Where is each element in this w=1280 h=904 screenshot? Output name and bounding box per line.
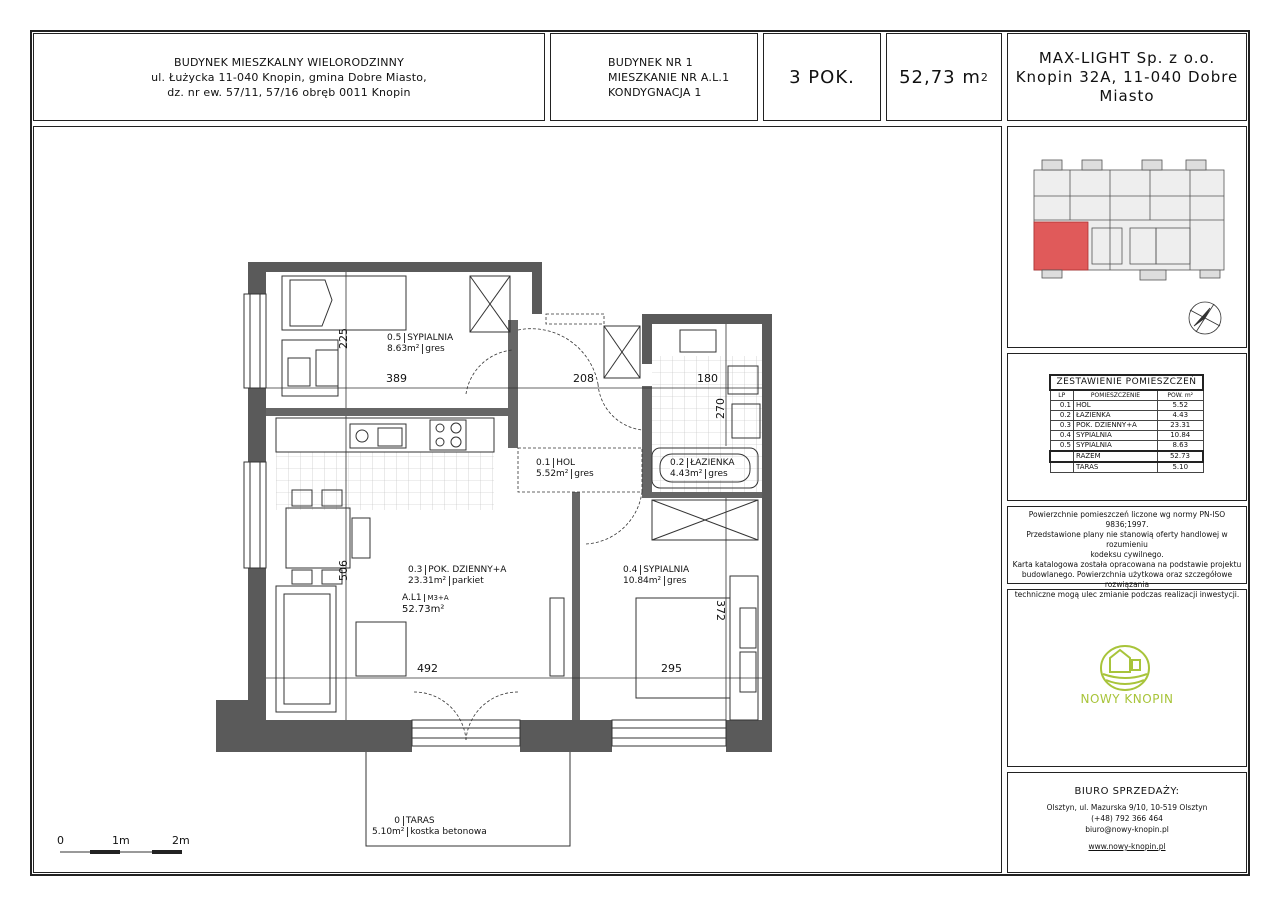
sales-phone[interactable]: (+48) 792 366 464 <box>1091 814 1163 823</box>
key-plan-thumbnail <box>1034 160 1224 280</box>
summary-cell-lp: 0.2 <box>1050 411 1074 421</box>
summary-cell-lp: 0.3 <box>1050 421 1074 431</box>
room-name: SYPIALNIA <box>404 333 453 343</box>
dimension-506: 506 <box>337 560 350 581</box>
dimension-270: 270 <box>714 398 727 419</box>
room-finish: parkiet <box>449 576 484 586</box>
apartment-tag-area: 52.73m² <box>402 604 445 615</box>
note-line: Powierzchnie pomieszczeń liczone wg normy PN-ISO 9836;1997. <box>1028 510 1226 529</box>
room-label-living <box>408 565 506 587</box>
room-label-terrace <box>372 816 487 838</box>
building-line-3: dz. nr ew. 57/11, 57/16 obręb 0011 Knopin <box>167 85 411 99</box>
summary-cell-area: 8.63 <box>1158 441 1204 452</box>
sales-office <box>1010 786 1244 852</box>
note-line: kodeksu cywilnego. <box>1090 550 1164 559</box>
dimension-372: 372 <box>714 600 727 621</box>
room-name: ŁAZIENKA <box>687 458 734 468</box>
rooms-count: 3 POK. <box>789 66 855 88</box>
logo-text: NOWY KNOPIN <box>1080 692 1174 706</box>
dimension-492: 492 <box>417 662 438 675</box>
room-finish: gres <box>664 576 686 586</box>
apartment-tag-code: A.L1 <box>402 593 422 603</box>
room-name: TARAS <box>403 816 435 826</box>
room-label-bathroom <box>670 458 735 480</box>
north-arrow <box>1189 302 1221 334</box>
company-address-1: Knopin 32A, 11-040 Dobre <box>1015 67 1239 86</box>
summary-cell-area: 23.31 <box>1158 421 1204 431</box>
summary-header-area: POW. m² <box>1158 390 1204 401</box>
note-line: budowlanego. Powierzchnia użytkowa oraz szczegółowe rozwiązania <box>1021 570 1233 589</box>
summary-cell-area: 10.84 <box>1158 431 1204 441</box>
summary-extra-lp <box>1050 462 1074 473</box>
table-row <box>1050 431 1203 441</box>
sales-email[interactable]: biuro@nowy-knopin.pl <box>1085 825 1169 834</box>
summary-extra-area: 5.10 <box>1158 462 1204 473</box>
summary-cell-room: SYPIALNIA <box>1074 441 1158 452</box>
scale-bar <box>60 850 182 854</box>
summary-total-lp <box>1050 451 1074 462</box>
summary-cell-room: SYPIALNIA <box>1074 431 1158 441</box>
dimension-208: 208 <box>573 372 594 385</box>
summary-total-row <box>1050 451 1203 462</box>
area-unit-sup: 2 <box>980 70 989 84</box>
room-area: 5.10m² <box>372 827 405 837</box>
sales-address: Olsztyn, ul. Mazurska 9/10, 10-519 Olsztyn <box>1046 803 1208 812</box>
room-name: HOL <box>553 458 575 468</box>
summary-extra-label: TARAS <box>1074 462 1158 473</box>
room-code: 0.1 <box>536 458 551 468</box>
scale-label-2m: 2m <box>172 834 190 847</box>
apartment-tag-type: M3+A <box>424 594 448 602</box>
summary-cell-lp: 0.5 <box>1050 441 1074 452</box>
summary-header-room: POMIESZCZENIE <box>1074 390 1158 401</box>
building-line-2: ul. Łużycka 11-040 Knopin, gmina Dobre Miasto, <box>151 70 427 84</box>
disclaimer-notes <box>1010 510 1244 600</box>
apartment-tag <box>402 592 449 616</box>
summary-cell-area: 4.43 <box>1158 411 1204 421</box>
room-code: 0.4 <box>623 565 638 575</box>
room-code: 0.3 <box>408 565 423 575</box>
floor-level: KONDYGNACJA 1 <box>608 85 702 99</box>
summary-cell-room: POK. DZIENNY+A <box>1074 421 1158 431</box>
room-code: 0.2 <box>670 458 685 468</box>
summary-cell-room: HOL <box>1074 401 1158 411</box>
summary-extra-row <box>1050 462 1203 473</box>
summary-cell-lp: 0.4 <box>1050 431 1074 441</box>
note-line: techniczne mogą ulec zmianie podczas realizacji inwestycji. <box>1014 590 1240 599</box>
summary-total-area: 52.73 <box>1158 451 1204 462</box>
dimension-295: 295 <box>661 662 682 675</box>
note-line: Przedstawione plany nie stanowią oferty handlowej w rozumieniu <box>1026 530 1228 549</box>
company-name: MAX-LIGHT Sp. z o.o. <box>1038 48 1216 67</box>
room-area: 5.52m² <box>536 469 569 479</box>
sales-title: BIURO SPRZEDAŻY: <box>1074 786 1180 797</box>
kitchen-tile-area <box>276 452 494 510</box>
rooms-summary-table <box>1049 374 1204 473</box>
table-row <box>1050 401 1203 411</box>
room-finish: kostka betonowa <box>407 827 486 837</box>
room-finish: gres <box>422 344 444 354</box>
summary-header-lp: LP <box>1050 390 1074 401</box>
room-code: 0.5 <box>387 333 402 343</box>
room-finish: gres <box>705 469 727 479</box>
summary-cell-lp: 0.1 <box>1050 401 1074 411</box>
room-finish: gres <box>571 469 593 479</box>
apartment-number: MIESZKANIE NR A.L.1 <box>608 70 730 84</box>
room-area: 10.84m² <box>623 576 662 586</box>
room-name: SYPIALNIA <box>640 565 689 575</box>
scale-label-0: 0 <box>57 834 64 847</box>
room-label-bedroom-large <box>623 565 689 587</box>
bedroom-large-furniture <box>636 500 758 720</box>
room-label-bedroom-small <box>387 333 453 355</box>
building-number: BUDYNEK NR 1 <box>608 55 693 69</box>
dimension-180: 180 <box>697 372 718 385</box>
table-row <box>1050 421 1203 431</box>
table-row <box>1050 411 1203 421</box>
room-area: 23.31m² <box>408 576 447 586</box>
room-area: 8.63m² <box>387 344 420 354</box>
scale-label-1m: 1m <box>112 834 130 847</box>
summary-total-label: RAZEM <box>1074 451 1158 462</box>
room-label-hall <box>536 458 594 480</box>
dimension-225: 225 <box>337 328 350 349</box>
dimension-389: 389 <box>386 372 407 385</box>
nowy-knopin-logo <box>1101 646 1149 690</box>
building-line-1: BUDYNEK MIESZKALNY WIELORODZINNY <box>174 55 404 69</box>
room-code: 0 <box>394 816 400 826</box>
summary-cell-area: 5.52 <box>1158 401 1204 411</box>
table-row <box>1050 441 1203 452</box>
summary-title: ZESTAWIENIE POMIESZCZEŃ <box>1050 375 1203 390</box>
summary-cell-room: ŁAZIENKA <box>1074 411 1158 421</box>
company-address-2: Miasto <box>1099 86 1155 105</box>
sales-website-link[interactable]: www.nowy-knopin.pl <box>1088 842 1166 851</box>
room-name: POK. DZIENNY+A <box>425 565 506 575</box>
room-area: 4.43m² <box>670 469 703 479</box>
apartment-area: 52,73 m <box>899 66 981 88</box>
note-line: Karta katalogowa została opracowana na podstawie projektu <box>1012 560 1242 569</box>
